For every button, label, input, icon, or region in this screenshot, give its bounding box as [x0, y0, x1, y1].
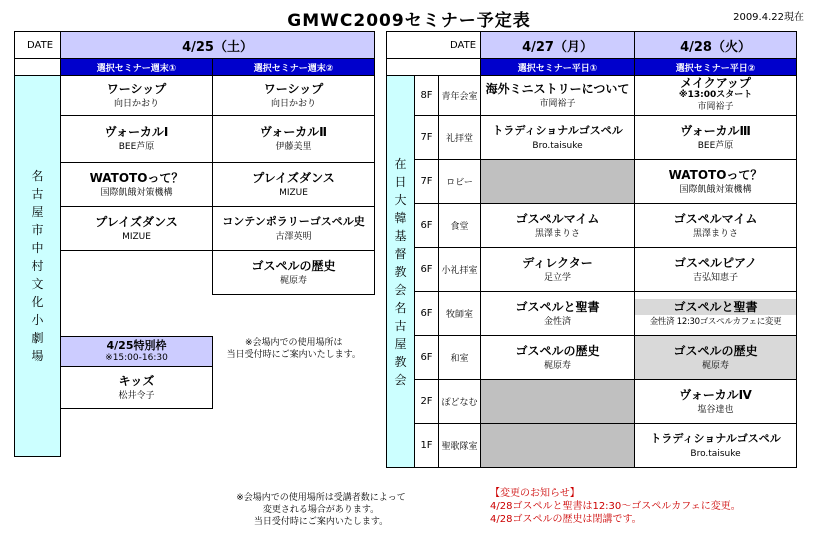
date-label: DATE: [387, 32, 481, 59]
seminar-title: ヴォーカルⅣ: [679, 387, 752, 402]
seminar-cell: [635, 204, 797, 248]
seminar-title: プレイズダンス: [252, 170, 335, 185]
seminar-cell: [481, 292, 635, 336]
seminar-title: ゴスペルと聖書: [515, 299, 600, 314]
seminar-cell: [481, 336, 635, 380]
seminar-cell: [213, 116, 375, 163]
seminar-presenter: 黒澤まりさ: [693, 228, 739, 239]
seminar-title: ゴスペルピアノ: [674, 255, 758, 270]
change-notice-item: 4/28ゴスペルと聖書は12:30～ゴスペルカフェに変更。: [490, 501, 741, 512]
seminar-presenter: 松井令子: [118, 390, 155, 401]
seminar-presenter: 塩谷達也: [697, 404, 734, 415]
venue-korean-church: [387, 76, 415, 468]
special-slot-time: ※15:00-16:30: [105, 352, 168, 363]
seminar-title: ゴスペルの歴史: [251, 258, 336, 273]
seminar-title: ヴォーカルⅡ: [259, 125, 328, 139]
seminar-title: ヴォーカルⅢ: [680, 123, 751, 138]
room-label: 食堂: [439, 204, 481, 248]
seminar-presenter: MIZUE: [122, 231, 151, 242]
right-schedule-table: [386, 31, 797, 468]
room-label: ロビー: [439, 160, 481, 204]
change-notice: [490, 487, 810, 526]
seminar-title: キッズ: [118, 373, 155, 388]
floor-label: 1F: [415, 424, 439, 468]
day-header-0425: 4/25（土）: [61, 32, 375, 59]
seminar-cell: [635, 76, 797, 116]
floor-label: 6F: [415, 204, 439, 248]
seminar-cell: [635, 116, 797, 160]
floor-label: 6F: [415, 336, 439, 380]
empty-slot: [481, 424, 635, 468]
seminar-title: ゴスペルの歴史: [673, 343, 758, 358]
seminar-cell: [481, 76, 635, 116]
seminar-cell: [61, 76, 213, 116]
seminar-presenter: 梶原寿: [702, 360, 730, 371]
room-label: 青年会室: [439, 76, 481, 116]
seminar-cell-changed: [635, 292, 797, 336]
venue-name-left: 名 古 屋 市 中 村 文 化 小 劇 場: [31, 169, 44, 363]
room-label: 和室: [439, 336, 481, 380]
floor-label: 6F: [415, 292, 439, 336]
seminar-cell: [481, 248, 635, 292]
seminar-title: コンテンポラリーゴスペル史: [222, 214, 365, 228]
venue-change-note: ※会場内での使用場所は受講者数によって 変更される場合があります。 当日受付時にご案内いたします。: [236, 493, 406, 527]
seminar-header-weekend-1: 選択セミナー週末①: [61, 59, 213, 76]
seminar-title: ゴスペルマイム: [515, 211, 600, 226]
special-slot-header: [61, 337, 213, 367]
updated-date: 2009.4.22現在: [733, 12, 804, 23]
seminar-presenter: 市岡裕子: [539, 98, 576, 109]
seminar-presenter: 吉弘知恵子: [693, 272, 739, 283]
seminar-cell: [635, 160, 797, 204]
change-notice-item: 4/28ゴスペルの歴史は閉講です。: [490, 514, 642, 525]
seminar-title: トラディショナルゴスペル: [492, 123, 623, 137]
seminar-presenter: 市岡裕子: [697, 102, 734, 112]
seminar-cell: [481, 204, 635, 248]
venue-note: ※会場内での使用場所は 当日受付時にご案内いたします。: [226, 337, 361, 360]
seminar-title: プレイズダンス: [95, 214, 178, 229]
room-label: 牧師室: [439, 292, 481, 336]
seminar-title: ワーシップ: [106, 81, 167, 96]
special-slot-title: 4/25特別枠: [106, 338, 167, 352]
room-label: ぽどなむ: [439, 380, 481, 424]
seminar-presenter: Bro.taisuke: [690, 448, 741, 459]
seminar-start-note: ※13:00スタート: [678, 90, 753, 100]
page-title: GMWC2009セミナー予定表: [287, 11, 531, 31]
seminar-header-weekend-2: 選択セミナー週末②: [213, 59, 375, 76]
room-label: 小礼拝室: [439, 248, 481, 292]
seminar-cell: [635, 248, 797, 292]
seminar-header-weekday-2: 選択セミナー平日②: [635, 59, 797, 76]
seminar-title: 海外ミニストリーについて: [485, 81, 630, 96]
seminar-presenter: BEE芦原: [118, 142, 155, 152]
seminar-presenter: 伊藤美里: [275, 142, 312, 152]
seminar-title: ワーシップ: [263, 81, 324, 96]
floor-label: 6F: [415, 248, 439, 292]
seminar-cell: [61, 116, 213, 163]
seminar-cell: [213, 207, 375, 251]
floor-label: 8F: [415, 76, 439, 116]
seminar-presenter: 黒澤まりさ: [535, 228, 581, 239]
seminar-title: ヴォーカルⅠ: [104, 125, 169, 139]
venue-nakamura: [15, 76, 61, 457]
seminar-presenter: 金性済: [544, 316, 572, 327]
date-label: DATE: [15, 32, 61, 59]
seminar-cell: [635, 424, 797, 468]
seminar-title: WATOTOって？: [89, 170, 184, 185]
seminar-presenter: MIZUE: [279, 187, 308, 198]
seminar-presenter: 古澤英明: [275, 231, 312, 242]
seminar-presenter: 足立学: [544, 272, 572, 283]
seminar-presenter: 国際飢餓対策機構: [100, 187, 173, 198]
seminar-title: トラディショナルゴスペル: [650, 431, 781, 445]
seminar-cell: [61, 163, 213, 207]
floor-label: 7F: [415, 160, 439, 204]
venue-name-right: 在 日 大 韓 基 督 教 会 名 古 屋 教 会: [394, 156, 407, 387]
day-header-0428: 4/28（火）: [635, 32, 797, 59]
seminar-presenter: 国際飢餓対策機構: [679, 184, 752, 195]
seminar-cell: [481, 116, 635, 160]
seminar-presenter: 金性済 12:30ゴスペルカフェに変更: [649, 316, 782, 327]
seminar-cell: [213, 163, 375, 207]
seminar-title: ゴスペルと聖書: [635, 299, 796, 315]
seminar-cell-cancelled: [635, 336, 797, 380]
seminar-presenter: 梶原寿: [544, 360, 572, 371]
seminar-cell: [635, 380, 797, 424]
seminar-title: メイクアップ: [680, 76, 751, 90]
seminar-cell: [213, 76, 375, 116]
seminar-title: ゴスペルの歴史: [515, 343, 600, 358]
seminar-header-weekday-1: 選択セミナー平日①: [481, 59, 635, 76]
floor-label: 2F: [415, 380, 439, 424]
seminar-presenter: 向日かおり: [271, 98, 317, 109]
room-label: 礼拝堂: [439, 116, 481, 160]
floor-label: 7F: [415, 116, 439, 160]
seminar-cell: [61, 367, 213, 409]
seminar-title: WATOTOって？: [668, 167, 763, 182]
day-header-0427: 4/27（月）: [481, 32, 635, 59]
left-schedule-table: [14, 31, 375, 457]
seminar-cell: [213, 251, 375, 295]
room-label: 聖歌隊室: [439, 424, 481, 468]
seminar-presenter: Bro.taisuke: [532, 140, 583, 151]
change-notice-title: 【変更のお知らせ】: [490, 488, 580, 499]
seminar-title: ディレクター: [522, 255, 593, 270]
empty-slot: [481, 380, 635, 424]
seminar-presenter: 向日かおり: [113, 98, 159, 109]
seminar-presenter: BEE芦原: [697, 140, 734, 151]
seminar-presenter: 梶原寿: [280, 275, 308, 286]
empty-slot: [481, 160, 635, 204]
seminar-title: ゴスペルマイム: [673, 211, 758, 226]
seminar-cell: [61, 207, 213, 251]
